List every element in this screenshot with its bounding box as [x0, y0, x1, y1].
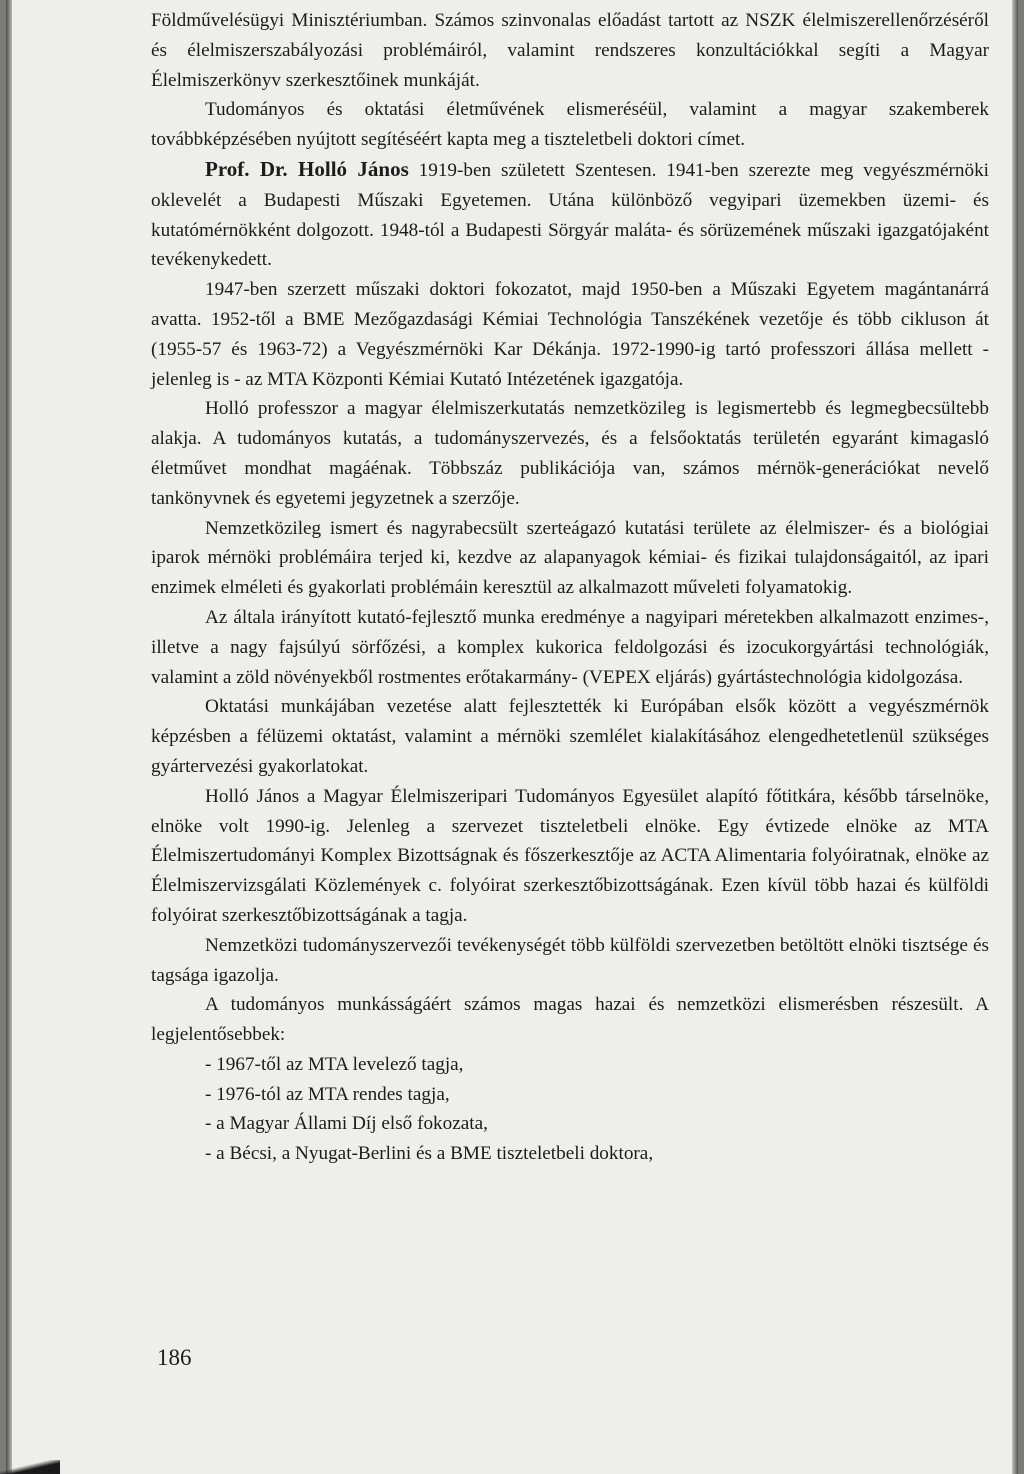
paragraph-awards-intro: A tudományos munkásságáért számos magas hazai és nemzetközi elismerésben részesült. A legjelentősebbek: — [151, 994, 989, 1046]
document-body — [151, 6, 989, 1169]
page-number: 186 — [157, 1345, 192, 1370]
paragraph-education: Oktatási munkájában vezetése alatt fejlesztették ki Európában elsők között a vegyészmérnök képzésben a félüzemi oktatást, valamint a mérnöki szemlélet kialakításához elengedhetetlenül szükséges gyártervezési gyakorlatokat. — [151, 696, 989, 777]
scan-corner-mark — [0, 1460, 60, 1474]
paragraph-continuation: Földművelésügyi Minisztériumban. Számos szinvonalas előadást tartott az NSZK élelmiszerellenőrzéséről és élelmiszerszabályozási problémáiról, valamint rendszeres konzultációkkal segíti a Magyar Élelmiszerkönyv szerkesztőinek munkáját. — [151, 10, 989, 91]
list-item: - a Magyar Állami Díj első fokozata, — [205, 1113, 488, 1135]
list-item: - 1967-től az MTA levelező tagja, — [205, 1053, 464, 1075]
paragraph-doctorate-career: 1947-ben szerzett műszaki doktori fokozatot, majd 1950-ben a Műszaki Egyetem magántanárrá avatta. 1952-től a BME Mezőgazdasági Kémiai Technológia Tanszékének vezetője és több cikluson át (1955-57 és 1963-72) a Vegyészmérnöki Kar Dékánja. 1972-1990-ig tartó professzori állása mellett - jelenleg is - az MTA Központi Kémiai Kutató Intézetének igazgatója. — [151, 279, 989, 390]
page-edge-right — [1012, 0, 1018, 1474]
paragraph-research-results: Az általa irányított kutató-fejlesztő munka eredménye a nagyipari méretekben alkalmazott enzimes-, illetve a nagy fajsúlyú sörfőzési, a komplex kukorica feldolgozási és izocukorgyártási technológiák, valamint a zöld növényekből rostmentes erőtakarmány- (VEPEX eljárás) gyártástechnológia kidolgozása. — [151, 606, 989, 688]
list-item: - 1976-tól az MTA rendes tagja, — [205, 1083, 450, 1105]
paragraph-research-field: Nemzetközileg ismert és nagyrabecsült szerteágazó kutatási területe az élelmiszer- és a biológiai iparok mérnöki problémáira terjed ki, kezdve az alapanyagok kémiai- és fizikai tulajdonságaitól, az ipari enzimek elméleti és gyakorlati problémáin keresztül az alkalmazott műveleti folyamatokig. — [151, 517, 989, 599]
document-page — [6, 0, 1018, 1474]
list-item: - a Bécsi, a Nyugat-Berlini és a BME tiszteletbeli doktora, — [205, 1143, 654, 1165]
paragraph-reputation: Holló professzor a magyar élelmiszerkutatás nemzetközileg is legismertebb és legmegbecsültebb alakja. A tudományos kutatás, a tudományszervezés, és a felsőoktatás területén egyaránt kimagasló életművet mondhat magáénak. Többszáz publikációja van, számos mérnök-generációkat nevelő tankönyvnek és egyetemi jegyzetnek a szerzője. — [151, 398, 989, 509]
paragraph-international: Nemzetközi tudományszervezői tevékenységét több külföldi szervezetben betöltött elnöki tisztsége és tagsága igazolja. — [151, 934, 989, 986]
paragraph-hollo-intro-text: 1919-ben született Szentesen. 1941-ben szerezte meg vegyészmérnöki oklevelét a Budapesti Műszaki Egyetemen. Utána különböző vegyipari üzemekben üzemi- és kutatómérnökként dolgozott. 1948-tól a Budapesti Sörgyár maláta- és sörüzemének műszaki igazgatójaként tevékenykedett. — [151, 159, 989, 271]
honors-list — [151, 1050, 989, 1169]
paragraph-society-roles: Holló János a Magyar Élelmiszeripari Tudományos Egyesület alapító főtitkára, később társelnöke, elnöke volt 1990-ig. Jelenleg a szervezet tiszteletbeli elnöke. Egy évtizede elnöke az MTA Élelmiszertudományi Komplex Bizottságnak és főszerkesztője az ACTA Alimentaria folyóiratnak, elnöke az Élelmiszervizsgálati Közlemények c. folyóirat szerkesztőbizottságának. Ezen kívül több hazai és külföldi folyóirat szerkesztőbizottságának a tagja. — [151, 785, 989, 926]
paragraph-honorary-doctorate: Tudományos és oktatási életművének elismeréséül, valamint a magyar szakemberek továbbképzésében nyújtott segítéséért kapta meg a tiszteletbeli doktori címet. — [151, 99, 989, 151]
paragraph-hollo-intro — [151, 155, 989, 275]
person-name-hollo: Prof. Dr. Holló János — [205, 156, 409, 181]
page-edge-left — [6, 0, 12, 1474]
